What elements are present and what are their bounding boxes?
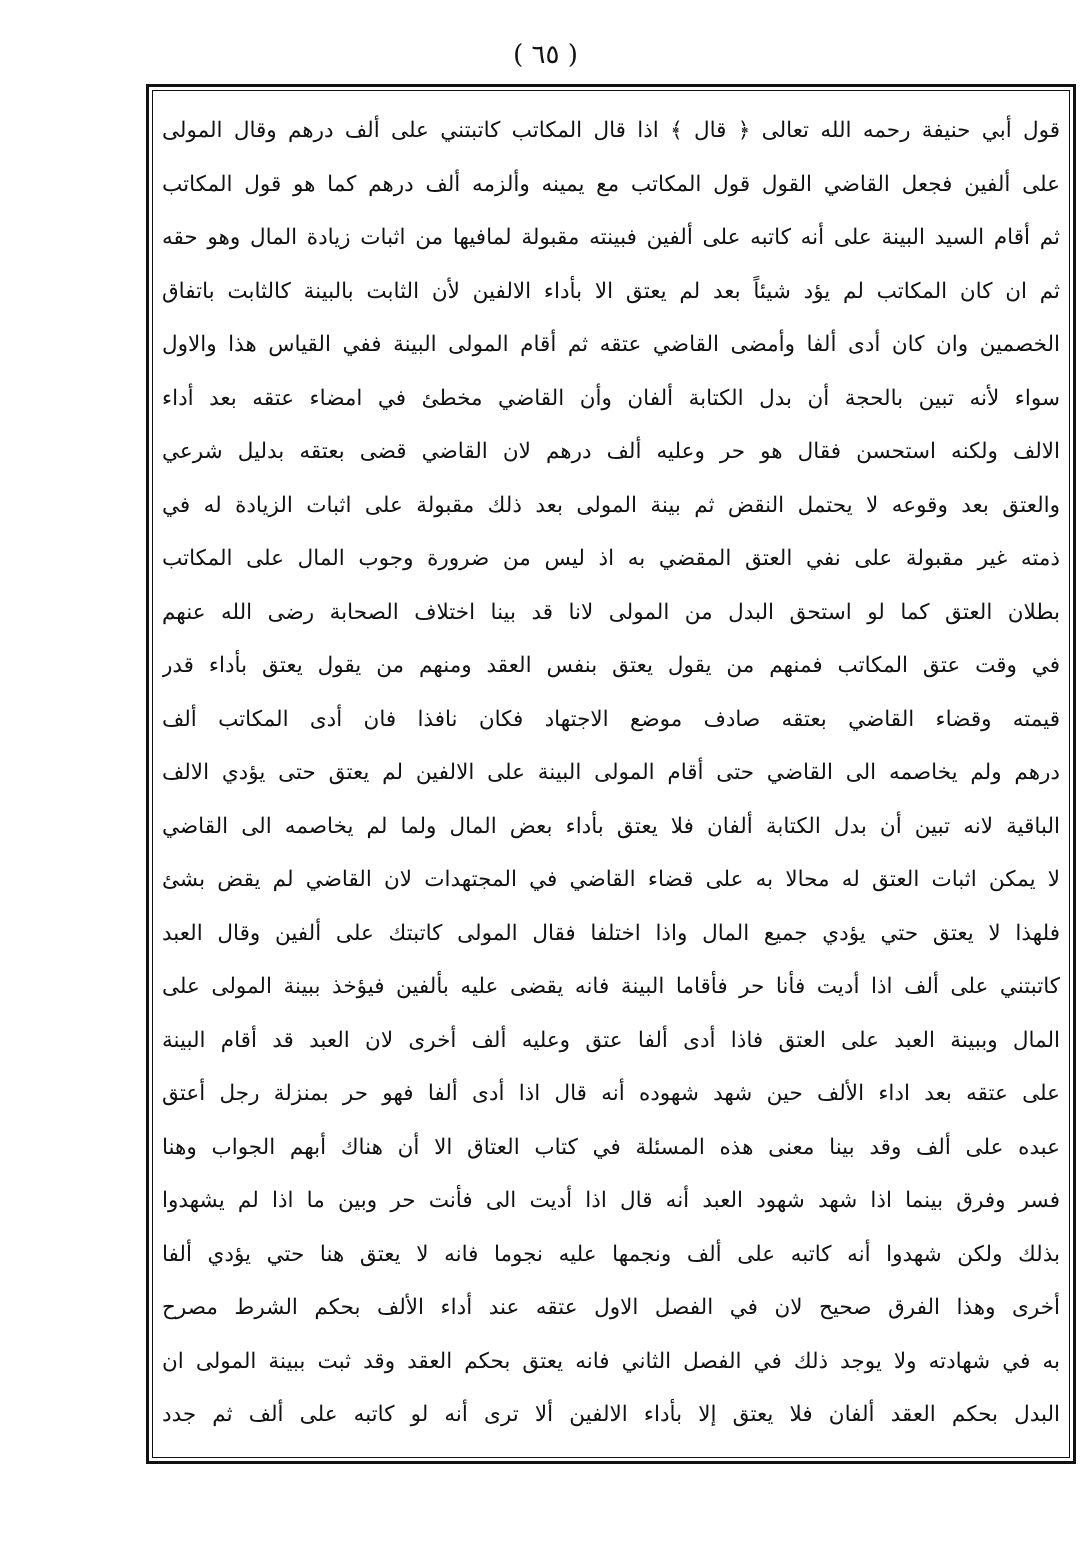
text-line: والعتق بعد وقوعه لا يحتمل النقض ثم بينة المولى بعد ذلك مقبولة على اثبات الزيادة له في	[162, 492, 1060, 518]
text-line: على عتقه بعد اداء الألف حين شهد شهوده أنه قال اذا أدى ألفا فهو حر بمنزلة رجل أعتق	[162, 1081, 1060, 1106]
text-line: بذلك ولكن شهدوا أنه كاتبه على ألف ونجمها عليه نجوما فانه لا يعتق هنا حتي يؤدي ألفا	[162, 1241, 1060, 1267]
text-line: درهم ولم يخاصمه الى القاضي حتى أقام المولى البينة على الالفين لم يعتق حتى يؤدي الالف	[162, 760, 1060, 785]
text-line: ذمته غير مقبولة على نفي العتق المقضي به اذ ليس من ضرورة وجوب المال على المكاتب	[162, 546, 1060, 571]
text-line: في وقت عتق المكاتب فمنهم من يقول يعتق بنفس العقد ومنهم من يقول يعتق بأداء قدر	[162, 653, 1060, 678]
text-line: فلهذا لا يعتق حتي يؤدي جميع المال واذا اختلفا فقال المولى كاتبتك على ألفين وقال العبد	[162, 920, 1060, 946]
text-line: أخرى وهذا الفرق صحيح لان في الفصل الاول عتقه عند أداء الألف بحكم الشرط مصرح	[162, 1295, 1060, 1320]
text-line: به في شهادته ولا يوجد ذلك في الفصل الثاني فانه يعتق بحكم العقد وقد ثبت ببينة المولى ان	[162, 1348, 1060, 1374]
text-line: ثم أقام السيد البينة على أنه كاتبه على ألفين فبينته مقبولة لمافيها من اثبات زيادة المال وهو حقه	[162, 225, 1060, 250]
text-line: الخصمين وان كان أدى ألفا وأمضى القاضي عتقه ثم أقام المولى البينة ففي القياس هذا والاول	[162, 332, 1060, 357]
text-line: الباقية لانه تبين أن بدل الكتابة ألفان فلا يعتق بأداء بعض المال ولما لم يخاصمه الى القاضي	[162, 813, 1060, 839]
text-line: الالف ولكنه استحسن فقال هو حر وعليه ألف درهم لان القاضي قضى بعتقه بدليل شرعي	[162, 439, 1060, 464]
text-line: بطلان العتق كما لو استحق البدل من المولى لانا قد بينا اختلاف الصحابة رضى الله عنهم	[162, 599, 1060, 625]
text-line: ثم ان كان المكاتب لم يؤد شيئاً بعد لم يعتق الا بأداء الالفين لأن الثابت بالبينة كالثابت باتفاق	[162, 278, 1060, 304]
text-line: عبده على ألف وقد بينا معنى هذه المسئلة في كتاب العتاق الا أن هناك أبهم الجواب وهنا	[162, 1134, 1060, 1160]
text-line: على ألفين فجعل القاضي القول قول المكاتب مع يمينه وألزمه ألف درهم كما هو قول المكاتب	[162, 171, 1060, 197]
page-number: ( ٦٥ )	[513, 40, 578, 70]
text-line: قيمته وقضاء القاضي بعتقه صادف موضع الاجتهاد فكان نافذا فان أدى المكاتب ألف	[162, 706, 1060, 732]
text-line: قول أبي حنيفة رحمه الله تعالى ﴿ قال ﴾ اذا قال المكاتب كاتبتني على ألف درهم وقال المولى	[162, 118, 1060, 143]
text-line: البدل بحكم العقد ألفان فلا يعتق إلا بأداء الالفين ألا ترى أنه لو كاتبه على ألف ثم جدد	[162, 1402, 1060, 1427]
main-text	[162, 104, 1060, 1442]
text-line: لا يمكن اثبات العتق له محالا به على قضاء القاضي في المجتهدات لان القاضي لم يقض بشئ	[162, 867, 1060, 892]
text-line: المال وببينة العبد على العتق فاذا أدى ألفا عتق وعليه ألف أخرى لان العبد قد أقام البينة	[162, 1027, 1060, 1053]
text-line: كاتبتني على ألف اذا أديت فأنا حر فأقاما البينة فانه يقضى عليه بألفين فيؤخذ ببينة المولى على	[162, 974, 1060, 999]
text-line: فسر وفرق بينما اذا شهد شهود العبد أنه قال اذا أديت الى فأنت حر وبين ما اذا لم يشهدوا	[162, 1188, 1060, 1213]
text-line: سواء لأنه تبين بالحجة أن بدل الكتابة ألفان وأن القاضي مخطئ في امضاء عتقه بعد أداء	[162, 385, 1060, 411]
